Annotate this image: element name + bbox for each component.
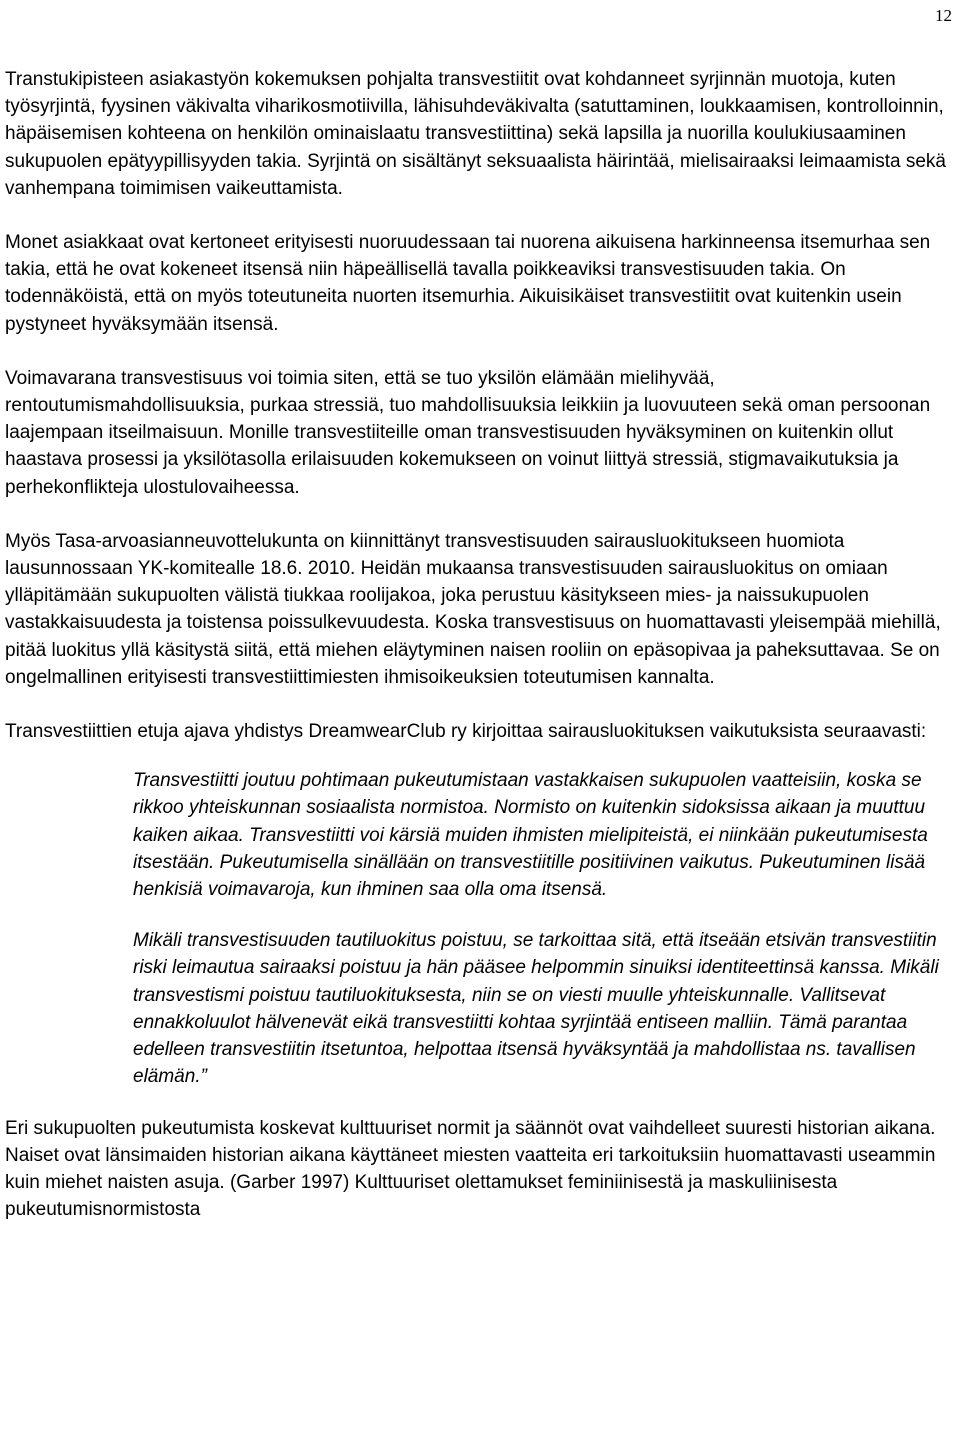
paragraph-resource: Voimavarana transvestisuus voi toimia siten, että se tuo yksilön elämään mielihyvää, rentoutumismahdollisuuksia, purkaa stressiä, tuo mahdollisuuksia leikkiin ja luovuuteen sekä oman persoonan laajempaan itseilmaisuun. Monille transvestiiteille oman transvestisuuden hyväksyminen on kuitenkin ollut haastava prosessi ja yksilötasolla erilaisuuden kokemukseen on voinut liittyä stressiä, stigmavaikutuksia ja perhekonflikteja ulostulovaiheessa. [5, 367, 931, 498]
paragraph-dreamwearclub-intro: Transvestiittien etuja ajava yhdistys DreamwearClub ry kirjoittaa sairausluokituksen vaikutuksista seuraavasti: [5, 721, 927, 743]
block-quote-2: Mikäli transvestisuuden tautiluokitus poistuu, se tarkoittaa sitä, että itseään etsivän transvestiitin riski leimautua sairaaksi poistuu ja hän pääsee helpommin sinuiksi identiteettinsä kanssa. Mikäli transvestismi poistuu tautiluokituksesta, niin se on viesti muulle yhteiskunnalle. Vallitsevat ennakkoluulot hälvenevät eikä transvestiitti kohtaa syrjintää entiseen malliin. Tämä parantaa edelleen transvestiitin itsetuntoa, helpottaa itsensä hyväksyntää ja mahdollistaa ns. tavallisen elämän.” [133, 930, 939, 1088]
paragraph-clothing-norms: Eri sukupuolten pukeutumista koskevat kulttuuriset normit ja säännöt ovat vaihdelleet suuresti historian aikana. Naiset ovat länsimaiden historian aikana käyttäneet miesten vaatteita eri tarkoituksiin huomattavasti useammin kuin miehet naisten asuja. (Garber 1997) Kulttuuriset olettamukset feminiinisestä ja maskuliinisesta pukeutumisnormistosta [5, 1117, 936, 1221]
block-quote-1: Transvestiitti joutuu pohtimaan pukeutumistaan vastakkaisen sukupuolen vaatteisiin, koska se rikkoo yhteiskunnan sosiaalista normistoa. Normisto on kuitenkin sidoksissa aikaan ja muuttuu kaiken aikaa. Transvestiitti voi kärsiä muiden ihmisten mielipiteistä, ei niinkään pukeutumisesta itsestään. Pukeutumisella sinällään on transvestiitille positiivinen vaikutus. Pukeutuminen lisää henkisiä voimavaroja, kun ihminen saa olla oma itsensä. [133, 770, 928, 901]
paragraph-equality-council: Myös Tasa-arvoasianneuvottelukunta on kiinnittänyt transvestisuuden sairausluokitukseen huomiota lausunnossaan YK-komitealle 18.6. 2010. Heidän mukaansa transvestisuuden sairausluokitus on omiaan ylläpitämään sukupuolten välistä tiukkaa roolijakoa, joka perustuu käsitykseen mies- ja naissukupuolen vastakkaisuudesta ja toistensa poissulkevuudesta. Koska transvestisuus on huomattavasti yleisempää miehillä, pitää luokitus yllä käsitystä siitä, että miehen eläytyminen naisen rooliin on epäsopivaa ja paheksuttavaa. Se on ongelmallinen erityisesti transvestiittimiesten ihmisoikeuksien toteutumisen kannalta. [5, 530, 941, 688]
page-number: 12 [935, 6, 952, 25]
document-body [5, 66, 955, 1250]
paragraph-suicide: Monet asiakkaat ovat kertoneet erityisesti nuoruudessaan tai nuorena aikuisena harkinneensa itsemurhaa sen takia, että he ovat kokeneet itsensä niin häpeällisellä tavalla poikkeaviksi transvestisuuden takia. On todennäköistä, että on myös toteutuneita nuorten itsemurhia. Aikuisikäiset transvestiitit ovat kuitenkin usein pystyneet hyväksymään itsensä. [5, 232, 931, 335]
paragraph-discrimination: Transtukipisteen asiakastyön kokemuksen pohjalta transvestiitit ovat kohdanneet syrjinnän muotoja, kuten työsyrjintä, fyysinen väkivalta viharikosmotiivilla, lähisuhdeväkivalta (satuttaminen, loukkaamisen, kontrolloinnin, häpäisemisen kohteena on henkilön ominaislaatu transvestiittina) sekä lapsilla ja nuorilla koulukiusaaminen sukupuolen epätyypillisyyden takia. Syrjintä on sisältänyt seksuaalista häirintää, mielisairaaksi leimaamista sekä vanhempana toimimisen vaikeuttamista. [5, 69, 946, 199]
